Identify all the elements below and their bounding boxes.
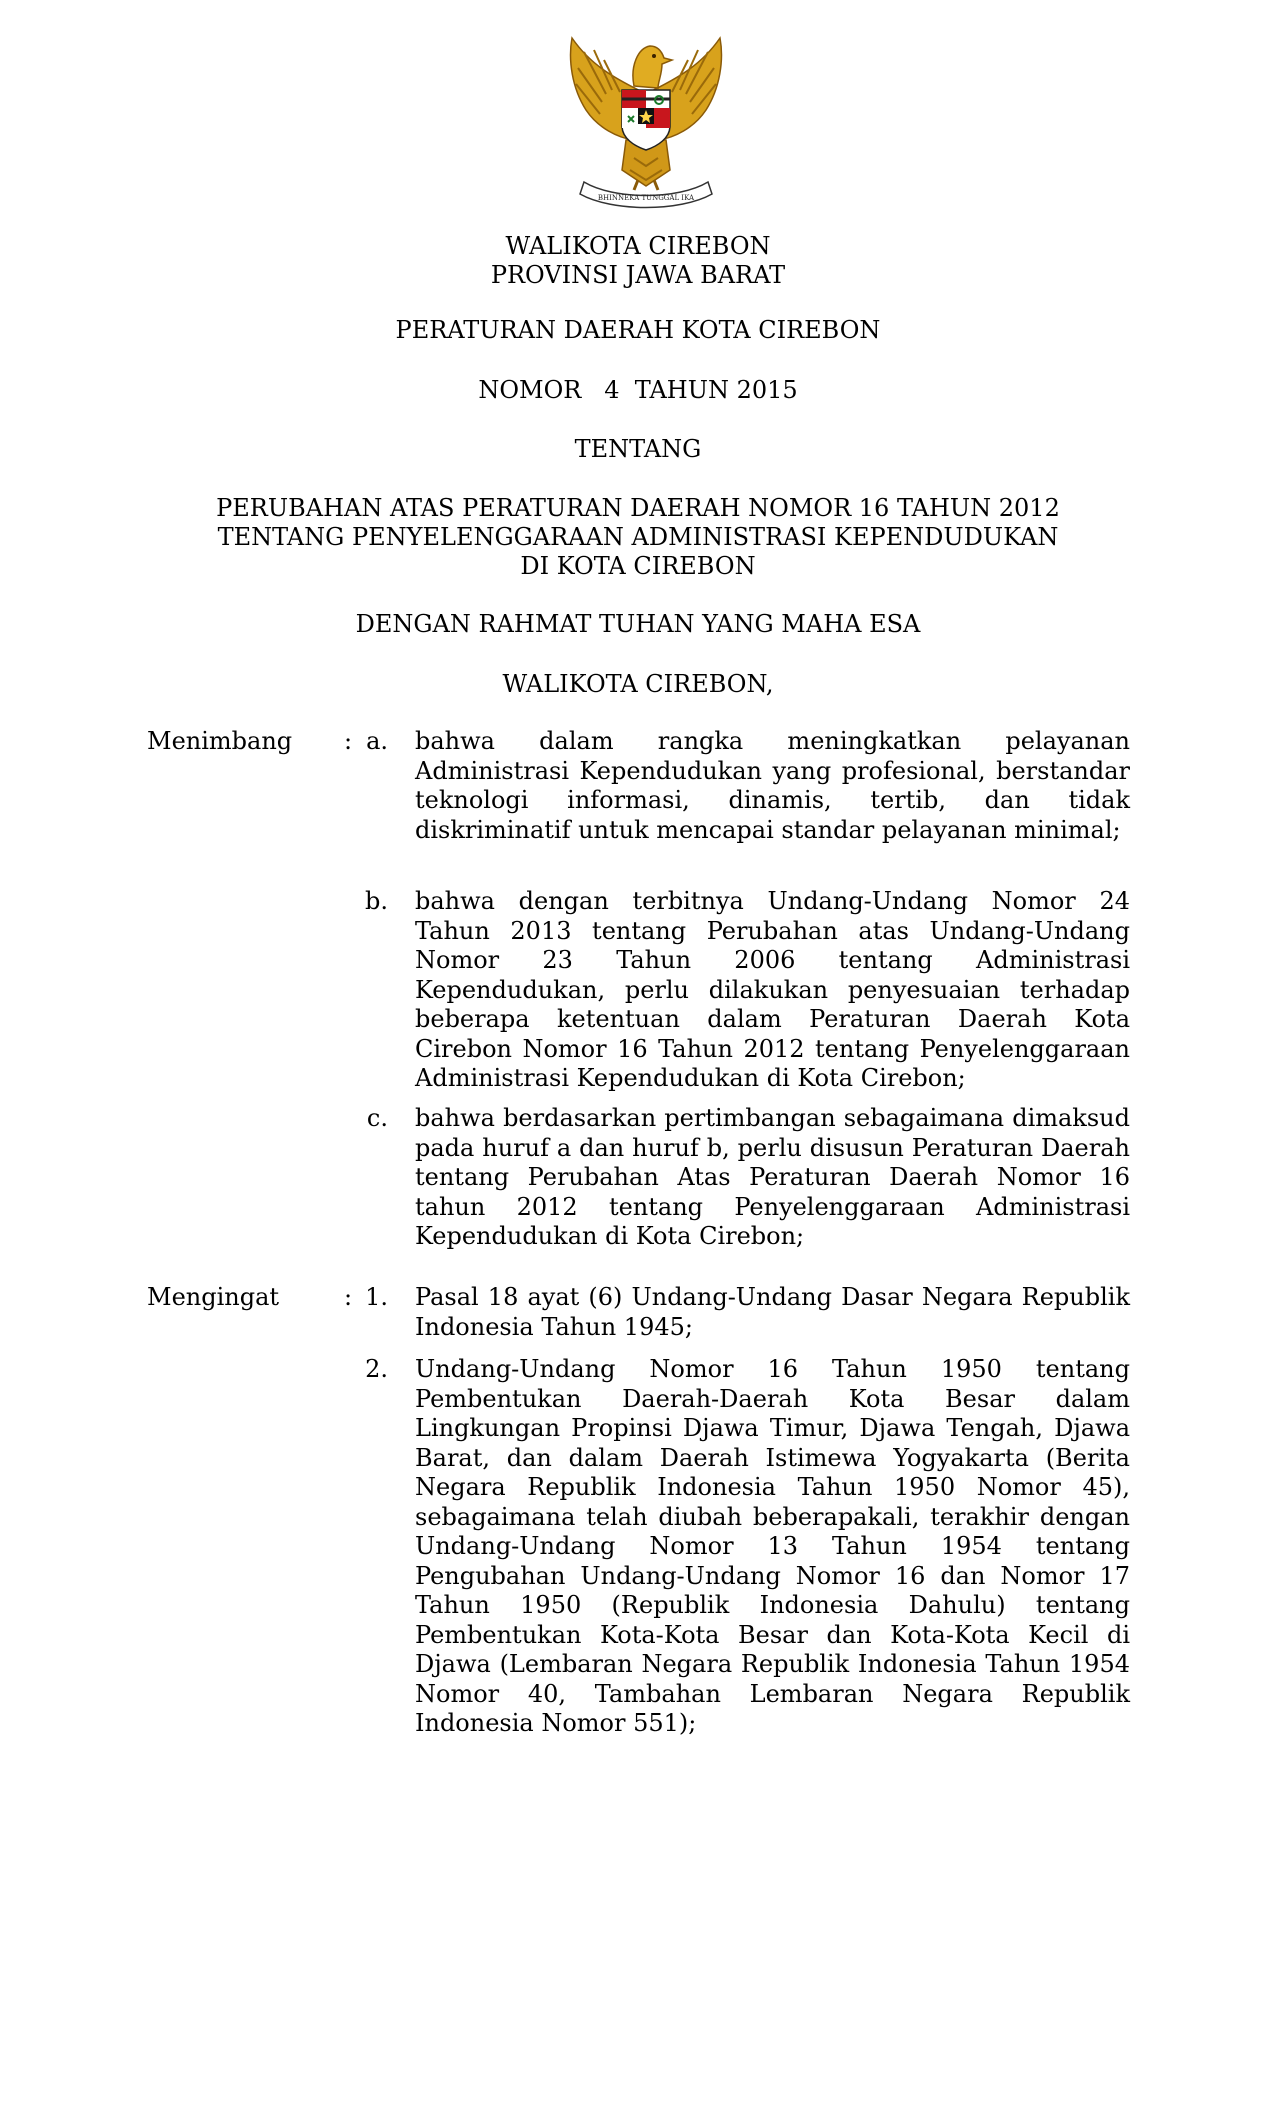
subject-line-2: TENTANG PENYELENGGARAAN ADMINISTRASI KEPENDUDUKAN bbox=[217, 523, 1059, 551]
garuda-emblem-icon bbox=[554, 30, 738, 214]
mengingat-label: Mengingat bbox=[147, 1283, 280, 1311]
mengingat-marker-2: 2. bbox=[365, 1355, 388, 1383]
menimbang-marker-c: c. bbox=[366, 1104, 388, 1132]
mengingat-item-1: Pasal 18 ayat (6) Undang-Undang Dasar Negara Republik Indonesia Tahun 1945; bbox=[415, 1283, 1130, 1341]
mengingat-colon: : bbox=[344, 1283, 353, 1311]
regulation-number: NOMOR 4 TAHUN 2015 bbox=[478, 376, 798, 404]
menimbang-label: Menimbang bbox=[147, 727, 293, 755]
mengingat-marker-1: 1. bbox=[365, 1283, 388, 1311]
menimbang-item-c: bahwa berdasarkan pertimbangan sebagaimana dimaksud pada huruf a dan huruf b, perlu disusun Peraturan Daerah tentang Perubahan Atas Peraturan Daerah Nomor 16 tahun 2012 tentang Penyelenggaraan Administrasi Kependudukan di Kota Cirebon; bbox=[415, 1104, 1130, 1250]
authority-line: WALIKOTA CIREBON, bbox=[502, 670, 774, 698]
menimbang-marker-b: b. bbox=[365, 887, 388, 915]
menimbang-colon: : bbox=[344, 727, 353, 755]
header-line-2: PROVINSI JAWA BARAT bbox=[490, 261, 786, 289]
subject-line-3: DI KOTA CIREBON bbox=[520, 552, 756, 580]
menimbang-marker-a: a. bbox=[366, 727, 388, 755]
mengingat-item-2: Undang-Undang Nomor 16 Tahun 1950 tentang Pembentukan Daerah-Daerah Kota Besar dalam Lingkungan Propinsi Djawa Timur, Djawa Tengah, Djawa Barat, dan dalam Daerah Istimewa Yogyakarta (Berita Negara Republik Indonesia Tahun 1950 Nomor 45), sebagaimana telah diubah beberapakali, terakhir dengan Undang-Undang Nomor 13 Tahun 1954 tentang Pengubahan Undang-Undang Nomor 16 dan Nomor 17 Tahun 1950 (Republik Indonesia Dahulu) tentang Pembentukan Kota-Kota Besar dan Kota-Kota Kecil di Djawa (Lembaran Negara Republik Indonesia Tahun 1954 Nomor 40, Tambahan Lembaran Negara Republik Indonesia Nomor 551); bbox=[415, 1355, 1130, 1737]
motto-text: BHINNEKA TUNGGAL IKA bbox=[597, 194, 695, 202]
header-line-1: WALIKOTA CIREBON bbox=[505, 232, 771, 260]
blessing-line: DENGAN RAHMAT TUHAN YANG MAHA ESA bbox=[355, 610, 921, 638]
about-label: TENTANG bbox=[574, 435, 702, 463]
menimbang-item-b: bahwa dengan terbitnya Undang-Undang Nomor 24 Tahun 2013 tentang Perubahan atas Undang-Undang Nomor 23 Tahun 2006 tentang Administrasi Kependudukan, perlu dilakukan penyesuaian terhadap beberapa ketentuan dalam Peraturan Daerah Kota Cirebon Nomor 16 Tahun 2012 tentang Penyelenggaraan Administrasi Kependudukan di Kota Cirebon; bbox=[415, 887, 1130, 1092]
menimbang-item-a: bahwa dalam rangka meningkatkan pelayanan Administrasi Kependudukan yang profesional, berstandar teknologi informasi, dinamis, tertib, dan tidak diskriminatif untuk mencapai standar pelayanan minimal; bbox=[415, 727, 1130, 844]
regulation-title: PERATURAN DAERAH KOTA CIREBON bbox=[395, 316, 881, 344]
subject-line-1: PERUBAHAN ATAS PERATURAN DAERAH NOMOR 16 TAHUN 2012 bbox=[216, 494, 1060, 522]
